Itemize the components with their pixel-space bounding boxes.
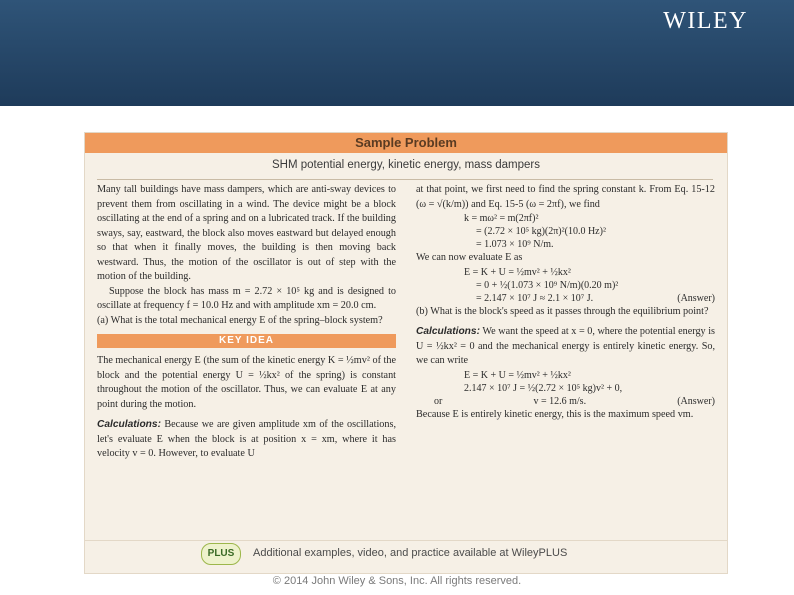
panel-subtitle: SHM potential energy, kinetic energy, mass dampers bbox=[271, 159, 541, 171]
calc-text-left: Because we are given amplitude xm of the oscillations, let's evaluate E when the block is at position x = xm, where it has velocity v = 0. However, to evaluate U bbox=[97, 419, 397, 459]
divider bbox=[97, 179, 713, 180]
calc-paragraph-right bbox=[416, 325, 715, 369]
equation-k1: k = mω² = m(2πf)² bbox=[464, 213, 539, 224]
equation-f2: 2.147 × 10⁷ J = ½(2.72 × 10⁵ kg)v² + 0, bbox=[464, 382, 623, 394]
key-idea-banner: KEY IDEA bbox=[97, 334, 396, 348]
equation-e1: E = K + U = ½mv² + ½kx² bbox=[464, 266, 571, 278]
equation-k3: = 1.073 × 10⁹ N/m. bbox=[476, 239, 554, 250]
sample-problem-panel bbox=[84, 132, 728, 574]
key-idea-text: The mechanical energy E (the sum of the kinetic energy K = ½mv² of the block and the potential energy U = ½kx² of the spring) is constant throughout the motion of the oscillator. Thus, we can evaluate E at any point during the motion. bbox=[97, 355, 396, 410]
equation-f3: v = 12.6 m/s. bbox=[533, 395, 587, 407]
equation-e2: = 0 + ½(1.073 × 10⁹ N/m)(0.20 m)² bbox=[476, 279, 619, 291]
calc-text-right: We want the speed at x = 0, where the potential energy is U = ½kx² = 0 and the mechanical energy is entirely kinetic energy. So, we can write bbox=[416, 326, 715, 366]
intro-paragraph: Many tall buildings have mass dampers, which are anti-sway devices to prevent them from oscillating in a wind. The device might be a block oscillating at the end of a spring and on a lubricated track. If the building sways, say, eastward, the block also moves eastward but delayed enough so that when it finally moves, the building is then moving back westward. Thus, the motion of the oscillator is out of step with the motion of the building. bbox=[97, 184, 396, 282]
equation-e3: = 2.147 × 10⁷ J ≈ 2.1 × 10⁷ J. bbox=[476, 292, 594, 304]
evaluate-text: We can now evaluate E as bbox=[416, 252, 523, 263]
answer-label-a: (Answer) bbox=[677, 292, 715, 304]
calc-label-right: Calculations: bbox=[416, 326, 480, 337]
equation-f1: E = K + U = ½mv² + ½kx² bbox=[464, 369, 571, 381]
header-banner bbox=[0, 0, 794, 106]
suppose-paragraph: Suppose the block has mass m = 2.72 × 10⁵ kg and is designed to oscillate at frequency f = 10.0 Hz and with amplitude xm = 20.0 cm. bbox=[97, 285, 396, 311]
right-column bbox=[416, 183, 715, 422]
or-label: or bbox=[434, 395, 443, 407]
wileyplus-badge: PLUS bbox=[201, 543, 241, 565]
equation-k2: = (2.72 × 10⁵ kg)(2π)²(10.0 Hz)² bbox=[476, 226, 606, 237]
calc-paragraph-left bbox=[97, 418, 396, 462]
wiley-logo: WILEY bbox=[663, 8, 748, 34]
calc-label-left: Calculations: bbox=[97, 419, 161, 430]
footer-text: Additional examples, video, and practice available at WileyPLUS bbox=[253, 547, 568, 559]
left-column bbox=[97, 183, 396, 462]
copyright-text: © 2014 John Wiley & Sons, Inc. All rights reserved. bbox=[272, 575, 522, 587]
answer-label-b: (Answer) bbox=[677, 395, 715, 407]
question-a: (a) What is the total mechanical energy E of the spring–block system? bbox=[97, 314, 383, 326]
panel-title: Sample Problem bbox=[85, 133, 727, 153]
equation-f3-row bbox=[416, 395, 715, 408]
final-paragraph: Because E is entirely kinetic energy, this is the maximum speed vm. bbox=[416, 408, 694, 420]
right-intro: at that point, we first need to find the spring constant k. From Eq. 15-12 (ω = √(k/m)) and Eq. 15-5 (ω = 2πf), we find bbox=[416, 184, 715, 210]
panel-footer bbox=[85, 540, 727, 567]
equation-e3-row bbox=[416, 292, 715, 305]
question-b: (b) What is the block's speed as it passes through the equilibrium point? bbox=[416, 305, 709, 317]
